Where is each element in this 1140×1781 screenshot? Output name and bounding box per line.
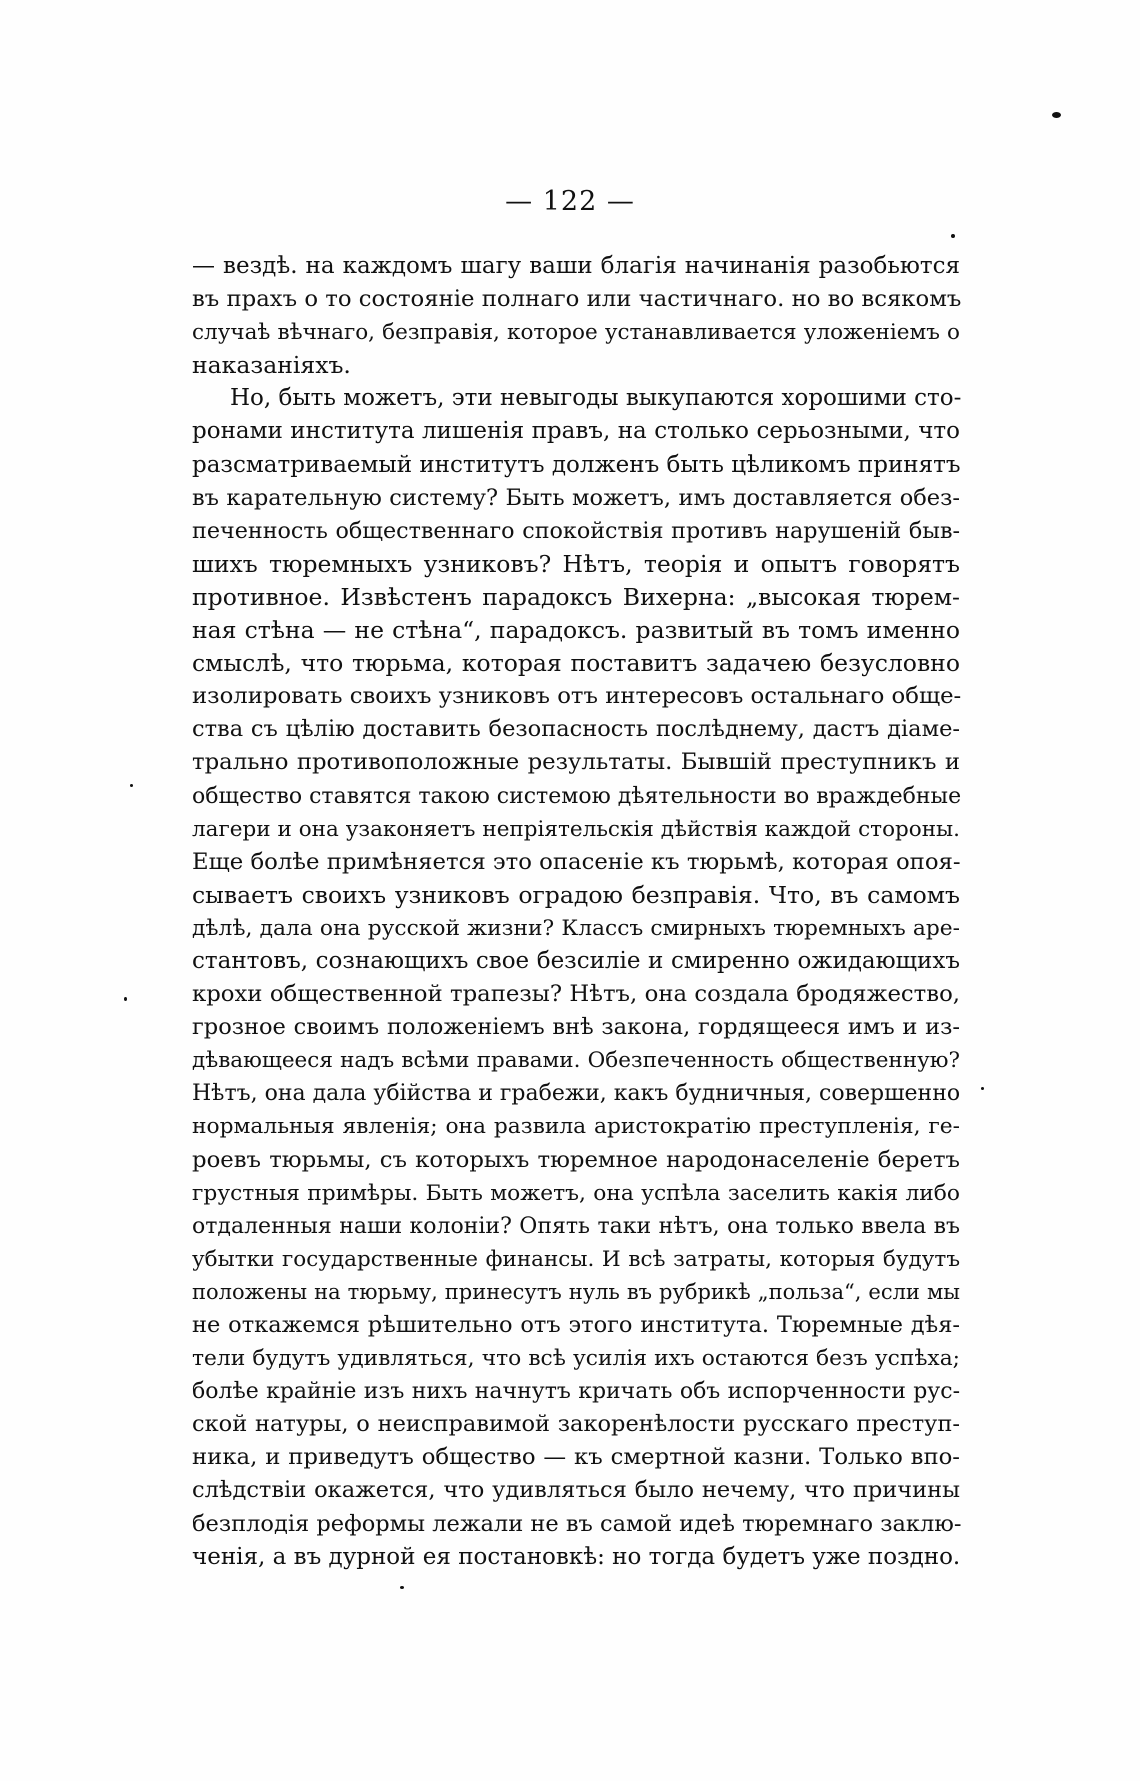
text-line: ронами института лишенія правъ, на столько серьозными, что <box>192 418 960 445</box>
text-line: отдаленныя наши колоніи? Опять таки нѣтъ, она только ввела въ <box>192 1213 960 1239</box>
text-line: дѣвающееся надъ всѣми правами. Обезпеченность общественную? <box>192 1048 960 1074</box>
body-text <box>192 250 960 1574</box>
text-line: разсматриваемый институтъ долженъ быть цѣликомъ принятъ <box>192 451 961 478</box>
scan-speck <box>400 1586 404 1589</box>
text-line: стантовъ, сознающихъ свое безсиліе и смиренно ожидающихъ <box>192 947 960 974</box>
text-line: роевъ тюрьмы, съ которыхъ тюремное народонаселеніе беретъ <box>192 1146 960 1173</box>
text-line: слѣдствіи окажется, что удивляться было нечему, что причины <box>192 1477 960 1504</box>
text-line: трально противоположные результаты. Бывшій преступникъ и <box>192 749 960 776</box>
scan-speck <box>130 784 133 787</box>
text-line: нормальныя явленія; она развила аристократію преступленія, ге- <box>192 1114 960 1140</box>
scan-speck <box>1052 112 1061 118</box>
text-line: печенность общественнаго спокойствія противъ нарушеній быв- <box>192 517 960 544</box>
text-line: положены на тюрьму, принесутъ нуль въ рубрикѣ „польза“, если мы <box>192 1279 960 1304</box>
text-line: Нѣтъ, она дала убійства и грабежи, какъ будничныя, совершенно <box>192 1081 961 1107</box>
text-line: смыслѣ, что тюрьма, которая поставитъ задачею безусловно <box>192 649 960 678</box>
text-line: не откажемся рѣшительно отъ этого института. Тюремные дѣя- <box>192 1312 960 1338</box>
text-line: грозное своимъ положеніемъ внѣ закона, гордящееся имъ и из- <box>192 1014 960 1041</box>
text-line: убытки государственные финансы. И всѣ затраты, которыя будутъ <box>192 1246 960 1272</box>
text-line: наказаніяхъ. <box>192 351 351 380</box>
text-line: ства съ цѣлію доставить безопасность послѣднему, дастъ діаме- <box>192 716 960 743</box>
scan-speck <box>951 234 955 238</box>
text-line: случаѣ вѣчнаго, безправія, которое устанавливается уложеніемъ о <box>192 320 960 346</box>
scan-speck <box>981 1087 984 1090</box>
text-line: Но, быть можетъ, эти невыгоды выкупаются хорошими сто- <box>230 385 962 412</box>
text-line: лагери и она узаконяетъ непріятельскія дѣйствія каждой стороны. <box>192 816 960 842</box>
text-line: болѣе крайніе изъ нихъ начнутъ кричать объ испорченности рус- <box>192 1379 960 1405</box>
text-line: ченія, а въ дурной ея постановкѣ: но тогда будетъ уже поздно. <box>192 1543 961 1570</box>
text-line: сываетъ своихъ узниковъ оградою безправія. Что, въ самомъ <box>192 880 960 909</box>
scan-speck <box>124 997 127 1001</box>
text-line: ная стѣна — не стѣна“, парадоксъ. развитый въ томъ именно <box>192 616 960 645</box>
text-line: дѣлѣ, дала она русской жизни? Классъ смирныхъ тюремныхъ аре- <box>192 915 960 941</box>
text-line: ской натуры, о неисправимой закоренѣлости русскаго преступ- <box>192 1411 960 1438</box>
text-line: безплодія реформы лежали не въ самой идеѣ тюремнаго заклю- <box>192 1510 962 1537</box>
text-line: противное. Извѣстенъ парадоксъ Вихерна: „высокая тюрем- <box>192 582 960 611</box>
text-line: шихъ тюремныхъ узниковъ? Нѣтъ, теорія и опытъ говорятъ <box>192 549 960 578</box>
page-number: — 122 — <box>505 186 635 217</box>
text-line: изолировать своихъ узниковъ отъ интересовъ остальнаго обще- <box>192 683 962 710</box>
text-line: грустныя примѣры. Быть можетъ, она успѣла заселить какія либо <box>192 1180 960 1206</box>
text-line: ника, и приведутъ общество — къ смертной казни. Только впо- <box>192 1444 960 1471</box>
text-line: крохи общественной трапезы? Нѣтъ, она создала бродяжество, <box>192 981 960 1008</box>
text-line: Еще болѣе примѣняется это опасеніе къ тюрьмѣ, которая опоя- <box>192 848 961 875</box>
text-line: — вездѣ. на каждомъ шагу ваши благія начинанія разобьются <box>192 253 960 279</box>
text-line: въ карательную систему? Быть можетъ, имъ доставляется обез- <box>192 484 960 511</box>
text-line: общество ставятся такою системою дѣятельности во враждебные <box>192 783 962 809</box>
text-line: въ прахъ о то состояніе полнаго или частичнаго. но во всякомъ <box>192 286 962 313</box>
text-line: тели будутъ удивляться, что всѣ усилія ихъ остаются безъ успѣха; <box>192 1346 960 1372</box>
